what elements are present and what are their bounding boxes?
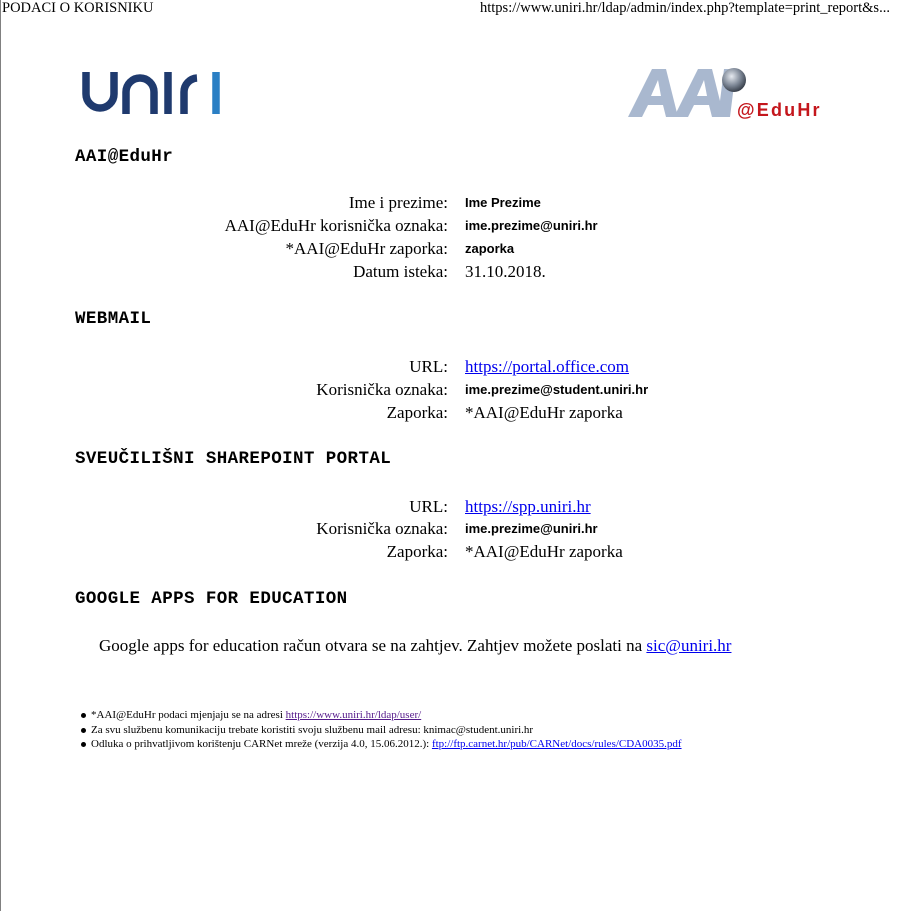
google-apps-paragraph	[99, 635, 731, 657]
print-header-title: PODACI O KORISNIKU	[2, 0, 154, 16]
aai-password-value: zaporka	[465, 241, 515, 256]
google-apps-email-link[interactable]: sic@uniri.hr	[646, 636, 732, 655]
webmail-username-value: ime.prezime@student.uniri.hr	[465, 382, 649, 397]
footnote-item	[80, 737, 682, 752]
full-name-label: Ime i prezime:	[348, 193, 448, 212]
full-name-value: Ime Prezime	[465, 195, 541, 210]
footnote-2-text: Za svu službenu komunikaciju trebate koristiti svoju službenu mail adresu: knimac@student.uniri.hr	[91, 723, 534, 736]
webmail-password-value: *AAI@EduHr zaporka	[465, 403, 623, 422]
row-sharepoint-password	[0, 541, 910, 563]
sharepoint-password-label: Zaporka:	[386, 542, 448, 561]
aai-username-value: ime.prezime@uniri.hr	[465, 218, 598, 233]
section-title-aai: AAI@EduHr	[75, 147, 174, 167]
sharepoint-username-value: ime.prezime@uniri.hr	[465, 521, 598, 536]
expiry-date-value: 31.10.2018.	[465, 262, 546, 281]
aai-password-label: *AAI@EduHr zaporka:	[285, 239, 448, 258]
footnotes-list	[80, 708, 682, 752]
sharepoint-url-link[interactable]: https://spp.uniri.hr	[465, 497, 591, 516]
uniri-logo	[80, 68, 226, 123]
row-aai-password	[0, 238, 910, 260]
footnote-3-text: Odluka o prihvatljivom korištenju CARNet mreže (verzija 4.0, 15.06.2012.):	[91, 738, 430, 750]
row-webmail-password	[0, 402, 910, 424]
footnote-item	[80, 723, 682, 738]
row-full-name	[0, 192, 910, 214]
aai-eduhr-logo	[626, 63, 841, 128]
webmail-password-label: Zaporka:	[386, 403, 448, 422]
footnote-1-text: *AAI@EduHr podaci mjenjaju se na adresi	[91, 709, 283, 721]
webmail-url-label: URL:	[409, 357, 448, 376]
row-expiry-date	[0, 261, 910, 283]
aai-username-label: AAI@EduHr korisnička oznaka:	[224, 216, 448, 235]
sharepoint-url-label: URL:	[409, 497, 448, 516]
section-title-google: GOOGLE APPS FOR EDUCATION	[75, 589, 348, 609]
print-header-url: https://www.uniri.hr/ldap/admin/index.php?template=print_report&s...	[480, 0, 890, 16]
row-aai-username	[0, 215, 910, 237]
webmail-url-link[interactable]: https://portal.office.com	[465, 357, 629, 376]
row-webmail-url	[0, 356, 910, 378]
expiry-date-label: Datum isteka:	[353, 262, 448, 281]
row-webmail-username	[0, 379, 910, 401]
window-left-border	[0, 0, 1, 911]
row-sharepoint-username	[0, 518, 910, 540]
svg-text:@EduHr: @EduHr	[737, 100, 822, 120]
row-sharepoint-url	[0, 496, 910, 518]
google-apps-text: Google apps for education račun otvara se na zahtjev. Zahtjev možete poslati na	[99, 636, 643, 655]
footnote-1-link[interactable]: https://www.uniri.hr/ldap/user/	[285, 709, 422, 721]
sharepoint-password-value: *AAI@EduHr zaporka	[465, 542, 623, 561]
sharepoint-username-label: Korisnička oznaka:	[316, 519, 448, 538]
footnote-3-link[interactable]: ftp://ftp.carnet.hr/pub/CARNet/docs/rules/CDA0035.pdf	[431, 738, 682, 750]
section-title-webmail: WEBMAIL	[75, 309, 152, 329]
footnote-item	[80, 708, 682, 723]
webmail-username-label: Korisnička oznaka:	[316, 380, 448, 399]
section-title-sharepoint: SVEUČILIŠNI SHAREPOINT PORTAL	[75, 449, 392, 469]
